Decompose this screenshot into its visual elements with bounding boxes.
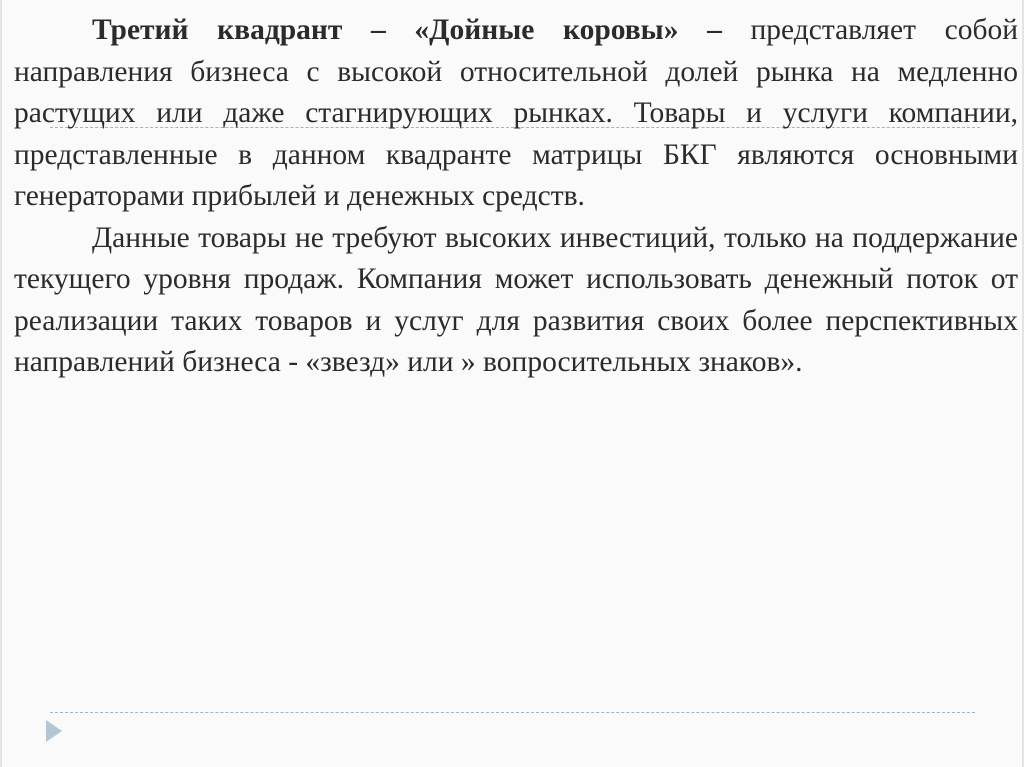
paragraph-text: Данные товары не требуют высоких инвестиций, только на поддержание текущего уровня продаж. Компания может использовать денежный поток от реализации таких товаров и услуг для развития своих более перспективных направлений бизнеса - «звезд» или » вопросительных знаков». [14,221,1018,378]
slide-body [14,10,1018,384]
paragraph-cash-cows [14,10,1018,218]
paragraph-text: представляет собой направления бизнеса с высокой относительной долей рынка на медленно растущих или даже стагнирующих рынках. Товары и услуги компании, представленные в данном квадранте матрицы БКГ являются основными генераторами прибылей и денежных средств. [14,14,1018,212]
play-triangle-icon [46,720,62,742]
paragraph-investments [14,218,1018,384]
slide-left-border [0,0,2,767]
bottom-divider [50,712,975,713]
paragraph-lead: Третий квадрант – «Дойные коровы» – [92,14,722,46]
